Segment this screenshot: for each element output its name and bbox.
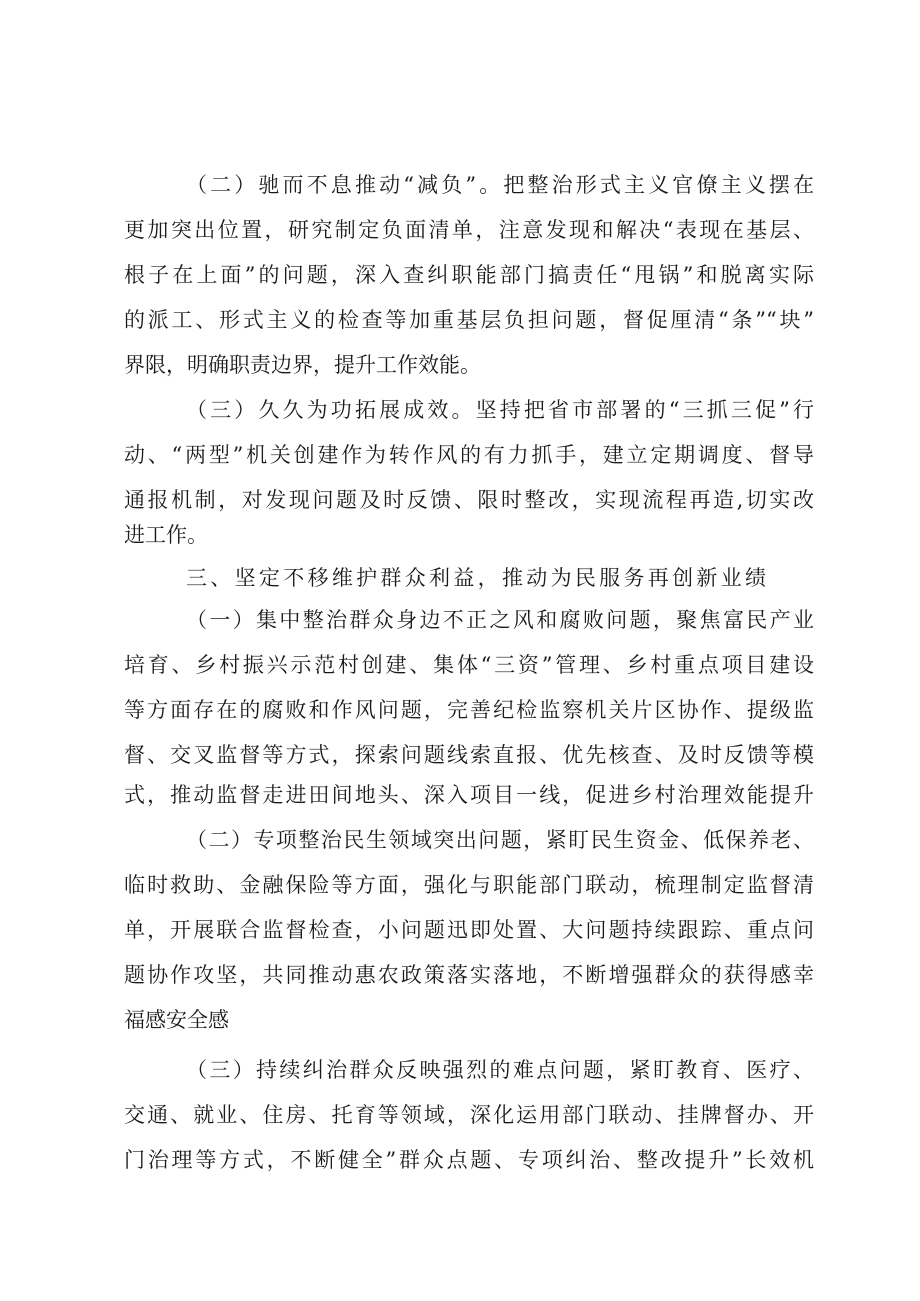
paragraph-line: 动、“两型”机关创建作为转作风的有力抓手，建立定期调度、督导 [124,443,814,467]
paragraph-line: （三）久久为功拓展成效。坚持把省市部署的“三抓三促”行 [186,398,814,422]
paragraph-line: 的派工、形式主义的检查等加重基层负担问题，督促厘清“条”“块” [124,308,814,332]
paragraph-line: 根子在上面”的问题，深入查纠职能部门搞责任“甩锅”和脱离实际 [124,263,814,287]
paragraph-line: 进工作。 [124,523,208,547]
paragraph-line: 单，开展联合监督检查，小问题迅即处置、大问题持续跟踪、重点问 [124,918,814,942]
paragraph-line: （一）集中整治群众身边不正之风和腐败问题，聚焦富民产业 [186,608,814,632]
paragraph-line: 福感安全感 [124,1008,229,1032]
paragraph-line: （二）驰而不息推动“减负”。把整治形式主义官僚主义摆在 [186,173,814,197]
paragraph-line: 督、交叉监督等方式，探索问题线索直报、优先核查、及时反馈等模 [124,743,814,767]
paragraph-line: 等方面存在的腐败和作风问题，完善纪检监察机关片区协作、提级监 [124,698,814,722]
paragraph-line: 门治理等方式，不断健全”群众点题、专项纠治、整改提升”长效机 [124,1148,814,1172]
paragraph-line: 界限，明确职责边界，提升工作效能。 [124,353,481,377]
section-heading: 三、坚定不移维护群众利益，推动为民服务再创新业绩 [186,566,766,590]
paragraph-line: 式，推动监督走进田间地头、深入项目一线，促进乡村治理效能提升 [124,783,814,807]
paragraph-line: （三）持续纠治群众反映强烈的难点问题，紧盯教育、医疗、 [186,1058,814,1082]
paragraph-line: 临时救助、金融保险等方面，强化与职能部门联动，梳理制定监督清 [124,873,814,897]
paragraph-line: 培育、乡村振兴示范村创建、集体“三资”管理、乡村重点项目建设 [124,653,814,677]
paragraph-line: 题协作攻坚，共同推动惠农政策落实落地，不断增强群众的获得感幸 [124,963,814,987]
paragraph-line: （二）专项整治民生领域突出问题，紧盯民生资金、低保养老、 [186,828,814,852]
paragraph-line: 交通、就业、住房、托育等领域，深化运用部门联动、挂牌督办、开 [124,1103,814,1127]
paragraph-line: 通报机制，对发现问题及时反馈、限时整改，实现流程再造,切实改 [124,488,814,512]
paragraph-line: 更加突出位置，研究制定负面清单，注意发现和解决“表现在基层、 [124,218,814,242]
